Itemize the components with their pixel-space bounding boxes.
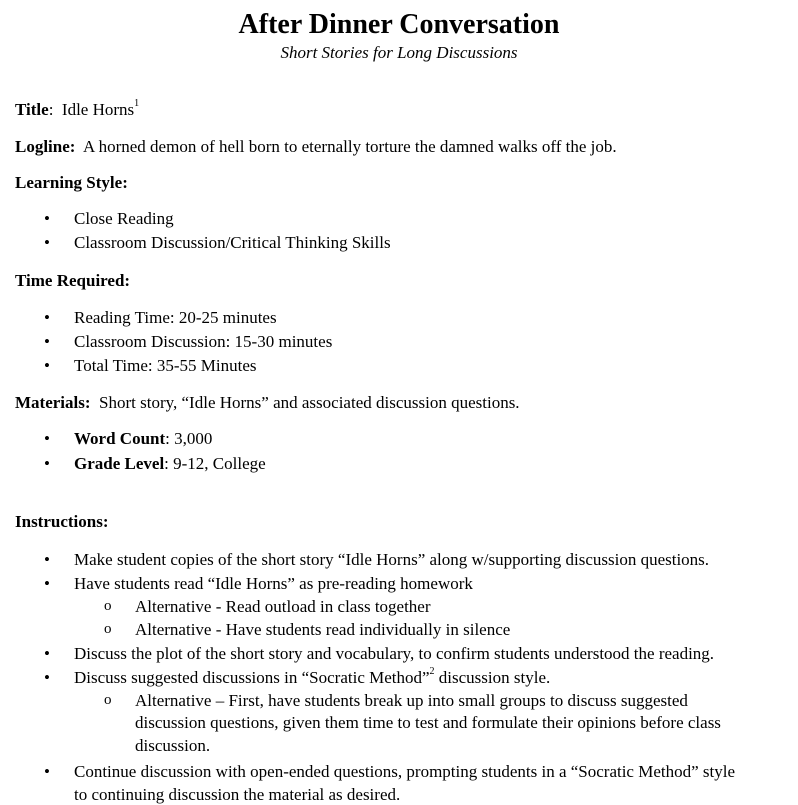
bullet-glyph: • [44,668,50,687]
page-subtitle: Short Stories for Long Discussions [280,43,518,62]
page-title: After Dinner Conversation [238,9,560,40]
title-row: Title: Idle Horns$^1$ [15,98,140,119]
sub-list-item-cont: discussion. [135,736,211,755]
bullet-glyph: • [44,209,50,228]
bullet-glyph: • [44,454,50,473]
materials-value: Short story, “Idle Horns” and associated discussion questions. [99,393,520,412]
bullet-glyph: • [44,644,50,663]
instructions-label: Instructions: [15,512,109,531]
sub-bullet-glyph: o [104,598,112,614]
word-count-label: Word Count [74,429,166,448]
list-item [74,668,550,688]
footnote-1: 1 [134,98,140,109]
sub-list-item: Alternative - Read outload in class together [135,597,431,616]
list-item: Make student copies of the short story “Idle Horns” along w/supporting discussion questions. [74,550,710,569]
logline-label: Logline: [15,137,76,156]
list-item: Have students read “Idle Horns” as pre-reading homework [74,574,473,593]
grade-level-item [74,454,266,474]
time-required-label: Time Required: [15,271,131,290]
list-item: Total Time: 35-55 Minutes [74,356,257,375]
list-item: Discuss the plot of the short story and vocabulary, to confirm students understood the reading. [74,644,715,663]
learning-style-label: Learning Style: [15,173,128,192]
bullet-glyph: • [44,574,50,593]
list-item: Classroom Discussion: 15-30 minutes [74,332,333,351]
list-item: Continue discussion with open-ended questions, prompting students in a “Socratic Method” style [74,762,736,781]
word-count-item [74,429,212,449]
bullet-glyph: • [44,356,50,375]
sub-bullet-glyph: o [104,621,112,637]
footnote-2: 2 [429,666,435,677]
materials-row [15,393,520,413]
item4-text-end: discussion style. [434,668,551,687]
sub-bullet-glyph: o [104,692,112,708]
materials-label: Materials: [15,393,91,412]
bullet-glyph: • [44,308,50,327]
sub-list-item: Alternative - Have students read individually in silence [135,620,511,639]
list-item: Reading Time: 20-25 minutes [74,308,277,327]
grade-level-label: Grade Level [74,454,165,473]
title-value: Idle Horns [61,100,135,119]
logline-row [15,137,617,157]
item4-text: Discuss suggested discussions in “Socratic Method” [74,668,430,687]
bullet-glyph: • [44,429,50,448]
title-label: Title [15,100,49,119]
list-item: Classroom Discussion/Critical Thinking Skills [74,233,391,252]
list-item-cont: to continuing discussion the material as desired. [74,785,401,804]
logline-value: A horned demon of hell born to eternally torture the damned walks off the job. [83,137,617,156]
word-count-value: : 3,000 [165,429,213,448]
bullet-glyph: • [44,233,50,252]
sub-list-item: Alternative – First, have students break up into small groups to discuss suggested [135,691,688,710]
bullet-glyph: • [44,762,50,781]
bullet-glyph: • [44,332,50,351]
sub-list-item-cont: discussion questions, given them time to test and formulate their opinions before class [135,713,721,732]
bullet-glyph: • [44,550,50,569]
list-item: Close Reading [74,209,174,228]
grade-level-value: : 9-12, College [164,454,266,473]
